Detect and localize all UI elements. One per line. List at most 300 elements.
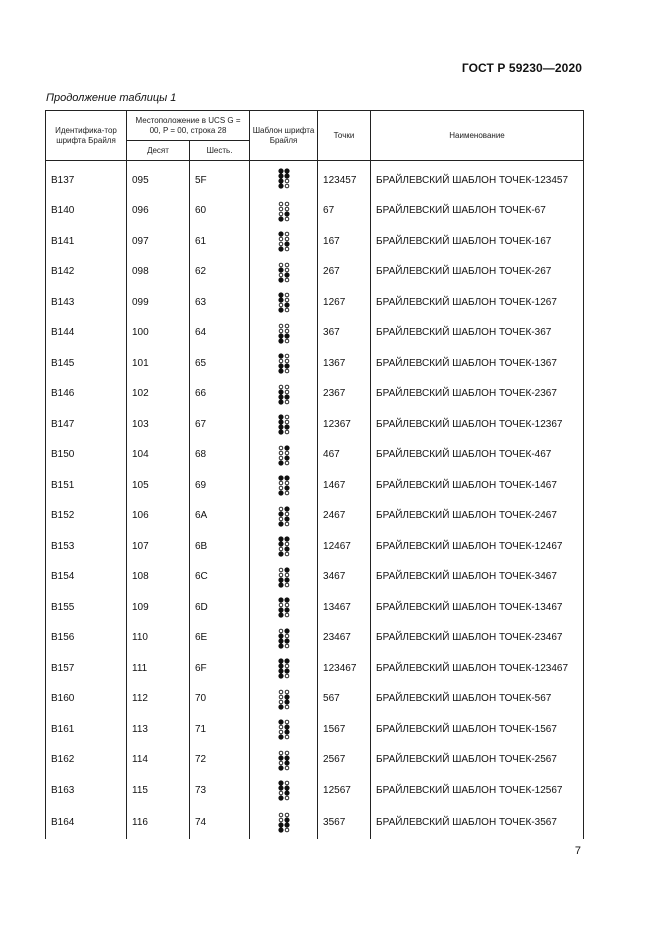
braille-pattern-icon	[278, 812, 290, 832]
cell-name: БРАЙЛЕВСКИЙ ШАБЛОН ТОЧЕК-267	[371, 257, 584, 288]
cell-name: БРАЙЛЕВСКИЙ ШАБЛОН ТОЧЕК-2367	[371, 379, 584, 410]
cell-hex: 70	[190, 684, 250, 715]
raised-dot	[284, 425, 289, 430]
raised-dot	[278, 537, 283, 542]
raised-dot	[278, 638, 283, 643]
cell-hex: 6C	[190, 562, 250, 593]
raised-dot	[278, 664, 283, 669]
raised-dot	[278, 491, 283, 496]
empty-dot	[279, 263, 283, 267]
table-row	[46, 348, 584, 379]
braille-pattern-icon	[278, 658, 290, 678]
cell-hex: 62	[190, 257, 250, 288]
empty-dot	[279, 629, 283, 633]
empty-dot	[285, 705, 289, 709]
raised-dot	[284, 486, 289, 491]
braille-pattern-icon	[278, 168, 290, 188]
cell-name: БРАЙЛЕВСКИЙ ШАБЛОН ТОЧЕК-123457	[371, 161, 584, 196]
table-row	[46, 501, 584, 532]
raised-dot	[284, 242, 289, 247]
braille-pattern-icon	[278, 597, 290, 617]
cell-name: БРАЙЛЕВСКИЙ ШАБЛОН ТОЧЕК-3567	[371, 806, 584, 839]
cell-pattern	[250, 745, 318, 776]
cell-dots: 1367	[318, 348, 371, 379]
raised-dot	[284, 755, 289, 760]
cell-id: B152	[46, 501, 127, 532]
braille-pattern-icon	[278, 689, 290, 709]
cell-dots: 567	[318, 684, 371, 715]
cell-name: БРАЙЛЕВСКИЙ ШАБЛОН ТОЧЕК-2467	[371, 501, 584, 532]
cell-dots: 2367	[318, 379, 371, 410]
cell-pattern	[250, 653, 318, 684]
raised-dot	[284, 506, 289, 511]
empty-dot	[285, 451, 289, 455]
raised-dot	[278, 608, 283, 613]
cell-id: B147	[46, 409, 127, 440]
cell-dots: 12467	[318, 531, 371, 562]
empty-dot	[279, 573, 283, 577]
empty-dot	[279, 242, 283, 246]
cell-dots: 167	[318, 226, 371, 257]
empty-dot	[285, 184, 289, 188]
cell-id: B163	[46, 775, 127, 806]
empty-dot	[285, 613, 289, 617]
cell-dec: 112	[127, 684, 190, 715]
empty-dot	[279, 202, 283, 206]
empty-dot	[285, 359, 289, 363]
cell-hex: 6D	[190, 592, 250, 623]
cell-dec: 109	[127, 592, 190, 623]
cell-id: B157	[46, 653, 127, 684]
raised-dot	[278, 633, 283, 638]
empty-dot	[285, 796, 289, 800]
raised-dot	[278, 674, 283, 679]
cell-pattern	[250, 196, 318, 227]
cell-id: B143	[46, 287, 127, 318]
cell-hex: 69	[190, 470, 250, 501]
empty-dot	[285, 400, 289, 404]
raised-dot	[278, 338, 283, 343]
cell-pattern	[250, 348, 318, 379]
cell-dots: 12367	[318, 409, 371, 440]
raised-dot	[284, 169, 289, 174]
empty-dot	[285, 369, 289, 373]
empty-dot	[285, 828, 289, 832]
empty-dot	[279, 359, 283, 363]
raised-dot	[278, 735, 283, 740]
braille-pattern-icon	[278, 475, 290, 495]
raised-dot	[284, 303, 289, 308]
braille-pattern-icon	[278, 780, 290, 800]
raised-dot	[278, 333, 283, 338]
raised-dot	[278, 232, 283, 237]
empty-dot	[279, 725, 283, 729]
cell-id: B150	[46, 440, 127, 471]
cell-id: B140	[46, 196, 127, 227]
raised-dot	[278, 298, 283, 303]
raised-dot	[284, 577, 289, 582]
empty-dot	[285, 207, 289, 211]
standard-designation: ГОСТ Р 59230—2020	[461, 61, 582, 75]
table-row	[46, 531, 584, 562]
cell-hex: 74	[190, 806, 250, 839]
empty-dot	[279, 761, 283, 765]
empty-dot	[285, 385, 289, 389]
cell-dots: 267	[318, 257, 371, 288]
cell-hex: 71	[190, 714, 250, 745]
cell-id: B161	[46, 714, 127, 745]
cell-pattern	[250, 470, 318, 501]
raised-dot	[278, 369, 283, 374]
braille-table	[45, 110, 584, 839]
cell-id: B160	[46, 684, 127, 715]
raised-dot	[284, 516, 289, 521]
empty-dot	[285, 354, 289, 358]
empty-dot	[285, 542, 289, 546]
cell-dec: 113	[127, 714, 190, 745]
raised-dot	[278, 179, 283, 184]
cell-hex: 72	[190, 745, 250, 776]
braille-pattern-icon	[278, 567, 290, 587]
empty-dot	[285, 268, 289, 272]
cell-dots: 467	[318, 440, 371, 471]
header-dec: Десят	[127, 141, 190, 161]
raised-dot	[284, 699, 289, 704]
raised-dot	[278, 755, 283, 760]
header-location: Местоположение в UCS G = 00, P = 00, строка 28	[127, 111, 250, 141]
cell-dots: 2567	[318, 745, 371, 776]
empty-dot	[285, 664, 289, 668]
cell-id: B146	[46, 379, 127, 410]
cell-pattern	[250, 806, 318, 839]
empty-dot	[285, 179, 289, 183]
empty-dot	[285, 481, 289, 485]
cell-dec: 102	[127, 379, 190, 410]
raised-dot	[278, 542, 283, 547]
raised-dot	[284, 608, 289, 613]
empty-dot	[285, 247, 289, 251]
empty-dot	[285, 674, 289, 678]
cell-dec: 115	[127, 775, 190, 806]
raised-dot	[284, 174, 289, 179]
empty-dot	[279, 303, 283, 307]
cell-dots: 67	[318, 196, 371, 227]
raised-dot	[278, 430, 283, 435]
empty-dot	[285, 751, 289, 755]
empty-dot	[279, 751, 283, 755]
cell-hex: 66	[190, 379, 250, 410]
cell-dec: 101	[127, 348, 190, 379]
cell-pattern	[250, 257, 318, 288]
cell-pattern	[250, 501, 318, 532]
cell-pattern	[250, 440, 318, 471]
empty-dot	[285, 339, 289, 343]
empty-dot	[279, 547, 283, 551]
header-hex: Шесть.	[190, 141, 250, 161]
cell-dec: 104	[127, 440, 190, 471]
cell-dec: 114	[127, 745, 190, 776]
cell-name: БРАЙЛЕВСКИЙ ШАБЛОН ТОЧЕК-2567	[371, 745, 584, 776]
empty-dot	[279, 517, 283, 521]
empty-dot	[279, 818, 283, 822]
header-name: Наименование	[371, 111, 584, 161]
cell-dec: 098	[127, 257, 190, 288]
table-row	[46, 745, 584, 776]
raised-dot	[284, 364, 289, 369]
raised-dot	[278, 425, 283, 430]
raised-dot	[284, 638, 289, 643]
table-row	[46, 470, 584, 501]
raised-dot	[278, 394, 283, 399]
cell-pattern	[250, 775, 318, 806]
cell-dots: 23467	[318, 623, 371, 654]
raised-dot	[278, 389, 283, 394]
raised-dot	[278, 659, 283, 664]
cell-dots: 12567	[318, 775, 371, 806]
cell-pattern	[250, 714, 318, 745]
cell-pattern	[250, 379, 318, 410]
header-pattern: Шаблон шрифта Брайля	[250, 111, 318, 161]
braille-pattern-icon	[278, 384, 290, 404]
raised-dot	[278, 613, 283, 618]
raised-dot	[278, 184, 283, 189]
empty-dot	[285, 634, 289, 638]
raised-dot	[278, 577, 283, 582]
cell-pattern	[250, 684, 318, 715]
empty-dot	[279, 207, 283, 211]
empty-dot	[279, 507, 283, 511]
cell-hex: 6B	[190, 531, 250, 562]
cell-name: БРАЙЛЕВСКИЙ ШАБЛОН ТОЧЕК-13467	[371, 592, 584, 623]
cell-hex: 67	[190, 409, 250, 440]
raised-dot	[278, 704, 283, 709]
empty-dot	[279, 568, 283, 572]
raised-dot	[284, 694, 289, 699]
cell-hex: 6F	[190, 653, 250, 684]
cell-name: БРАЙЛЕВСКИЙ ШАБЛОН ТОЧЕК-1367	[371, 348, 584, 379]
table-row	[46, 592, 584, 623]
cell-dec: 097	[127, 226, 190, 257]
cell-id: B164	[46, 806, 127, 839]
table-row	[46, 287, 584, 318]
empty-dot	[285, 308, 289, 312]
empty-dot	[285, 263, 289, 267]
cell-id: B151	[46, 470, 127, 501]
raised-dot	[284, 567, 289, 572]
empty-dot	[279, 212, 283, 216]
empty-dot	[279, 813, 283, 817]
raised-dot	[278, 786, 283, 791]
cell-pattern	[250, 287, 318, 318]
cell-name: БРАЙЛЕВСКИЙ ШАБЛОН ТОЧЕК-1267	[371, 287, 584, 318]
table-body	[46, 161, 584, 839]
empty-dot	[285, 690, 289, 694]
cell-pattern	[250, 409, 318, 440]
cell-hex: 65	[190, 348, 250, 379]
empty-dot	[285, 329, 289, 333]
cell-name: БРАЙЛЕВСКИЙ ШАБЛОН ТОЧЕК-567	[371, 684, 584, 715]
cell-dots: 367	[318, 318, 371, 349]
cell-name: БРАЙЛЕВСКИЙ ШАБЛОН ТОЧЕК-12367	[371, 409, 584, 440]
empty-dot	[279, 237, 283, 241]
cell-id: B141	[46, 226, 127, 257]
table-row	[46, 409, 584, 440]
cell-dec: 107	[127, 531, 190, 562]
cell-dots: 13467	[318, 592, 371, 623]
raised-dot	[278, 293, 283, 298]
empty-dot	[285, 217, 289, 221]
table-row	[46, 714, 584, 745]
raised-dot	[278, 460, 283, 465]
table-row	[46, 257, 584, 288]
empty-dot	[279, 324, 283, 328]
raised-dot	[284, 725, 289, 730]
raised-dot	[278, 796, 283, 801]
cell-id: B142	[46, 257, 127, 288]
empty-dot	[279, 603, 283, 607]
empty-dot	[285, 583, 289, 587]
raised-dot	[278, 267, 283, 272]
empty-dot	[285, 644, 289, 648]
table-row	[46, 653, 584, 684]
table-row	[46, 623, 584, 654]
cell-hex: 63	[190, 287, 250, 318]
cell-dec: 111	[127, 653, 190, 684]
empty-dot	[285, 720, 289, 724]
raised-dot	[278, 828, 283, 833]
empty-dot	[285, 430, 289, 434]
raised-dot	[278, 169, 283, 174]
cell-dec: 096	[127, 196, 190, 227]
header-id: Идентифика-тор шрифта Брайля	[46, 111, 127, 161]
raised-dot	[284, 659, 289, 664]
empty-dot	[285, 491, 289, 495]
raised-dot	[278, 582, 283, 587]
table-row	[46, 196, 584, 227]
cell-id: B154	[46, 562, 127, 593]
empty-dot	[279, 481, 283, 485]
cell-id: B155	[46, 592, 127, 623]
table-row	[46, 440, 584, 471]
cell-dots: 3567	[318, 806, 371, 839]
raised-dot	[278, 420, 283, 425]
table-header	[46, 111, 584, 161]
cell-dots: 2467	[318, 501, 371, 532]
table-row	[46, 806, 584, 839]
empty-dot	[285, 237, 289, 241]
cell-hex: 6A	[190, 501, 250, 532]
raised-dot	[284, 211, 289, 216]
raised-dot	[284, 455, 289, 460]
raised-dot	[284, 272, 289, 277]
cell-dec: 116	[127, 806, 190, 839]
empty-dot	[279, 329, 283, 333]
cell-dec: 095	[127, 161, 190, 196]
empty-dot	[285, 766, 289, 770]
cell-dots: 1467	[318, 470, 371, 501]
raised-dot	[278, 511, 283, 516]
empty-dot	[285, 298, 289, 302]
cell-name: БРАЙЛЕВСКИЙ ШАБЛОН ТОЧЕК-1467	[371, 470, 584, 501]
raised-dot	[278, 308, 283, 313]
raised-dot	[278, 399, 283, 404]
cell-dec: 103	[127, 409, 190, 440]
cell-id: B145	[46, 348, 127, 379]
empty-dot	[285, 415, 289, 419]
braille-pattern-icon	[278, 506, 290, 526]
cell-dots: 1567	[318, 714, 371, 745]
raised-dot	[278, 643, 283, 648]
empty-dot	[279, 451, 283, 455]
cell-pattern	[250, 623, 318, 654]
header-dots: Точки	[318, 111, 371, 161]
empty-dot	[285, 278, 289, 282]
empty-dot	[285, 202, 289, 206]
empty-dot	[285, 522, 289, 526]
braille-pattern-icon	[278, 750, 290, 770]
cell-hex: 68	[190, 440, 250, 471]
empty-dot	[285, 512, 289, 516]
cell-id: B162	[46, 745, 127, 776]
cell-hex: 73	[190, 775, 250, 806]
cell-pattern	[250, 592, 318, 623]
cell-id: B137	[46, 161, 127, 196]
raised-dot	[284, 333, 289, 338]
cell-pattern	[250, 161, 318, 196]
cell-dec: 108	[127, 562, 190, 593]
cell-id: B156	[46, 623, 127, 654]
cell-pattern	[250, 318, 318, 349]
braille-pattern-icon	[278, 414, 290, 434]
raised-dot	[278, 552, 283, 557]
raised-dot	[284, 394, 289, 399]
empty-dot	[279, 385, 283, 389]
raised-dot	[284, 791, 289, 796]
cell-dec: 099	[127, 287, 190, 318]
empty-dot	[279, 690, 283, 694]
cell-name: БРАЙЛЕВСКИЙ ШАБЛОН ТОЧЕК-12567	[371, 775, 584, 806]
cell-id: B153	[46, 531, 127, 562]
raised-dot	[278, 823, 283, 828]
empty-dot	[279, 791, 283, 795]
raised-dot	[284, 823, 289, 828]
braille-pattern-icon	[278, 445, 290, 465]
cell-dec: 100	[127, 318, 190, 349]
empty-dot	[285, 781, 289, 785]
empty-dot	[285, 603, 289, 607]
table-row	[46, 379, 584, 410]
empty-dot	[285, 735, 289, 739]
table-row	[46, 562, 584, 593]
cell-pattern	[250, 531, 318, 562]
cell-name: БРАЙЛЕВСКИЙ ШАБЛОН ТОЧЕК-23467	[371, 623, 584, 654]
empty-dot	[285, 461, 289, 465]
empty-dot	[279, 456, 283, 460]
cell-hex: 64	[190, 318, 250, 349]
cell-pattern	[250, 562, 318, 593]
empty-dot	[285, 324, 289, 328]
raised-dot	[284, 760, 289, 765]
cell-name: БРАЙЛЕВСКИЙ ШАБЛОН ТОЧЕК-12467	[371, 531, 584, 562]
raised-dot	[278, 521, 283, 526]
raised-dot	[284, 476, 289, 481]
cell-name: БРАЙЛЕВСКИЙ ШАБЛОН ТОЧЕК-67	[371, 196, 584, 227]
cell-name: БРАЙЛЕВСКИЙ ШАБЛОН ТОЧЕК-167	[371, 226, 584, 257]
cell-dots: 123467	[318, 653, 371, 684]
raised-dot	[284, 786, 289, 791]
empty-dot	[279, 446, 283, 450]
braille-pattern-icon	[278, 628, 290, 648]
